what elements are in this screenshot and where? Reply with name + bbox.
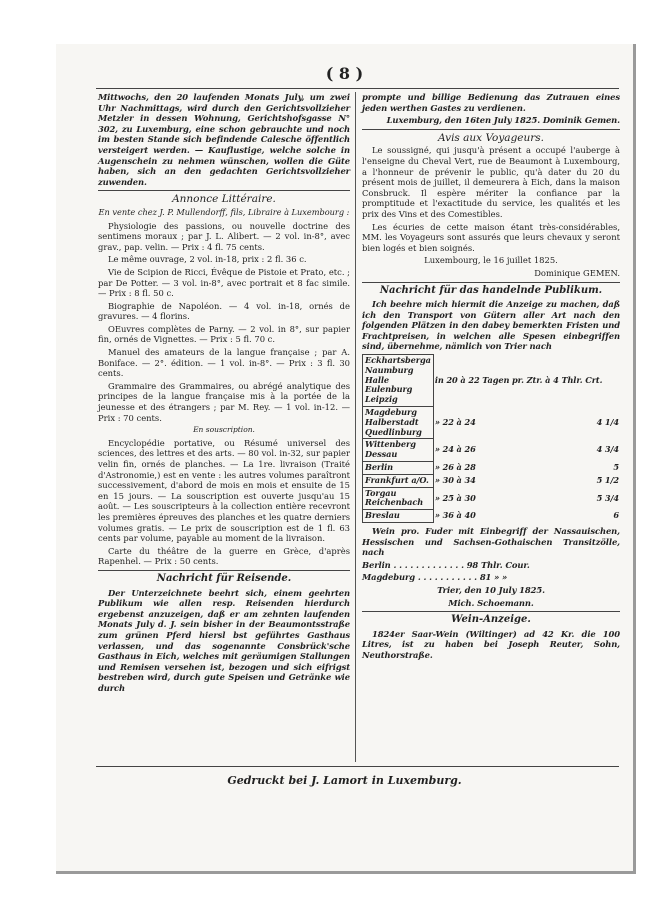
table-row — [363, 474, 621, 487]
rate-days: » 36 à 40 — [434, 510, 476, 521]
rate-days: » 22 à 24 — [434, 416, 476, 427]
rate-days: » 26 à 28 — [434, 462, 476, 473]
footer-rule — [96, 766, 619, 767]
book-item: Physiologie des passions, ou nouvelle doctrine des sentimens moraux ; par J. L. Alibert. — 2 vol. in-8°, avec grav., pap. velin. — Prix : 4 fl. 75 cents. — [98, 220, 350, 252]
map-notice: Carte du théâtre de la guerre en Grèce, d'après Rapenhel. — Prix : 50 cents. — [98, 545, 350, 567]
travel-continuation: prompte und billige Bedienung das Zutrauen eines jeden werthen Gastes zu verdienen. — [362, 92, 620, 113]
table-row — [363, 510, 621, 523]
rate-cities: Magdeburg Halberstadt Quedlinburg — [363, 407, 434, 439]
rate-price: 5 1/2 — [596, 474, 619, 485]
travel-signature: Luxemburg, den 16ten July 1825. Dominik Gemen. — [386, 115, 620, 126]
annonce-title: Annonce Littéraire. — [172, 193, 276, 206]
handel-signature: Mich. Schoemann. — [448, 597, 534, 608]
book-item: Grammaire des Grammaires, ou abrégé analytique des principes de la langue française mis à la portée de la jeunesse et des étrangers ; par M. Rey. — 1 vol. in-12. — Prix : 70 cents. — [98, 380, 350, 423]
avis-date: Luxembourg, le 16 juillet 1825. — [424, 255, 558, 266]
wein-text: 1824er Saar-Wein (Wiltinger) ad 42 Kr. die 100 Litres, ist zu haben bei Joseph Reuter, Sohn, Neuthorstraße. — [362, 628, 620, 660]
rate-cities: Wittenberg Dessau — [363, 439, 434, 462]
subscription-text: Encyclopédie portative, ou Résumé universel des sciences, des lettres et des arts. — 80 vol. in-32, sur papier velin fin, ornés de planches. — La 1re. livraison (Traité d'Astronomie,) est en vente : les autres volumes paraîtront successivement, d'abord de mois en mois et ensuite de 15 en 15 jours. — La souscription est ouverte jusqu'au 15 août. — Les souscripteurs à la collection entière recevront les premières épreuves des planches et les quatre derniers volumes gratis. — Le prix de souscription est de 1 fl. 63 cents par volume, payable au moment de la livraison. — [98, 437, 350, 544]
book-item: Vie de Scipion de Ricci, Évêque de Pistoie et Prato, etc. ; par De Potter. — 3 vol. in-8°, avec portrait et 8 fac simile. — Prix : 8 fl. 50 c. — [98, 266, 350, 299]
table-row — [363, 439, 621, 462]
newspaper-page — [56, 44, 636, 874]
wine-note: Wein pro. Fuder mit Einbegriff der Nassauischen, Hessischen und Sachsen-Gothaischen Transitzölle, nach — [362, 526, 620, 558]
travel-title: Nachricht für Reisende. — [156, 572, 292, 584]
rate-cities: Berlin — [363, 462, 434, 475]
avis-title: Avis aux Voyageurs. — [437, 131, 545, 144]
rate-days: » 25 à 30 — [434, 492, 476, 503]
handel-text: Ich beehre mich hiermit die Anzeige zu machen, daß ich den Transport von Gütern aller Art nach den folgenden Plätzen in den dabey bemerkten Fristen und Frachtpreisen, in welchen alle Spesen einbegriffen sind, übernehme, nämlich von Trier nach — [362, 299, 620, 352]
auction-notice: Mittwochs, den 20 laufenden Monats July, um zwei Uhr Nachmittags, wird durch den Gerichtsvollzieher Metzler in dessen Wohnung, Gerichtshofsgasse N° 302, zu Luxemburg, eine schon gebrauchte und noch im besten Stande sich befindende Calesche öffentlich versteigert werden. — Kauflustige, welche solche in Augenschein zu nehmen wünschen, wollen die Güte haben, sich an den gedachten Gerichtsvollzieher zuwenden. — [98, 92, 350, 187]
book-item: Le même ouvrage, 2 vol. in-18, prix : 2 fl. 36 c. — [108, 254, 307, 265]
rate-cities: Breslau — [363, 510, 434, 523]
rate-days: » 30 à 34 — [434, 474, 476, 485]
avis-signature: Dominique GEMEN. — [534, 267, 620, 278]
travel-notice: Der Unterzeichnete beehrt sich, einem geehrten Publikum wie allen resp. Reisenden hierdurch ergebenst anzuzeigen, daß er am zehnten laufenden Monats July d. J. sein bisher in der Beaumontsstraße zum grünen Pferd hiersl bst geführtes Gasthaus verlassen, und das sogenannte Consbrück'sche Gasthaus in Eich, welches mit geräumigen Stallungen und Remisen versehen ist, bezogen und sich eifrigst bestreben wird, durch gute Speisen und Getränke wie durch — [98, 587, 350, 693]
handel-date: Trier, den 10 July 1825. — [437, 584, 545, 595]
wein-title: Wein-Anzeige. — [451, 614, 531, 626]
printer-footer: Gedruckt bei J. Lamort in Luxemburg. — [227, 774, 462, 787]
rate-price: 5 — [613, 462, 619, 473]
right-column — [362, 92, 620, 663]
wine-magdeburg: Magdeburg . . . . . . . . . . . 81 » » — [362, 572, 508, 583]
rates-table — [362, 354, 620, 523]
rate-cities: Torgau Reichenbach — [363, 487, 434, 510]
annonce-subtitle: En vente chez J. P. Mullendorff, fils, Libraire à Luxembourg : — [98, 206, 350, 217]
wine-berlin: Berlin . . . . . . . . . . . . . 98 Thlr. Cour. — [362, 559, 530, 570]
rate-price: 6 — [613, 510, 619, 521]
divider — [362, 129, 620, 130]
rate-price: 4 3/4 — [596, 444, 619, 455]
rate-price: 4 1/4 — [596, 416, 619, 427]
rate-cities: Frankfurt a/O. — [363, 474, 434, 487]
subscription-title: En souscription. — [193, 425, 255, 435]
table-row — [363, 407, 621, 439]
header-rule — [96, 88, 619, 89]
left-column — [98, 92, 350, 695]
rate-cities: Eckhartsberga Naumburg Halle Eulenburg Leipzig — [363, 355, 434, 407]
divider — [98, 190, 350, 191]
column-divider — [355, 92, 356, 762]
book-item: OEuvres complètes de Parny. — 2 vol. in 8°, sur papier fin, ornés de Vignettes. — Prix : 5 fl. 70 c. — [98, 323, 350, 345]
divider — [362, 282, 620, 283]
table-row — [363, 462, 621, 475]
table-row — [363, 355, 621, 407]
book-item: Manuel des amateurs de la langue française ; par A. Boniface. — 2°. édition. — 1 vol. in-8°. — Prix : 3 fl. 30 cents. — [98, 347, 350, 379]
table-row — [363, 487, 621, 510]
page-number: ( 8 ) — [325, 64, 364, 83]
divider — [98, 570, 350, 571]
rate-price: 5 3/4 — [596, 492, 619, 503]
handel-title: Nachricht für das handelnde Publikum. — [379, 284, 603, 296]
divider — [362, 611, 620, 612]
avis-text-2: Les écuries de cette maison étant très-considérables, MM. les Voyageurs sont assurés que leurs chevaux y seront bien logés et bien soignés. — [362, 221, 620, 253]
avis-text: Le soussigné, qui jusqu'à présent a occupé l'auberge à l'enseigne du Cheval Vert, rue de Beaumont à Luxembourg, a l'honneur de prévenir le public, qu'à dater du 20 du présent mois de juillet, il demeurera à Eich, dans la maison Consbruck. Il espère mériter la confiance par la promptitude et l'exactitude du service, les qualités et les prix des Vins et des Comestibles. — [362, 145, 620, 219]
rate-days: in 20 à 22 Tagen pr. Ztr. à 4 Thlr. Crt. — [434, 374, 603, 385]
book-item: Biographie de Napoléon. — 4 vol. in-18, ornés de gravures. — 4 florins. — [98, 300, 350, 322]
rate-days: » 24 à 26 — [434, 444, 476, 455]
